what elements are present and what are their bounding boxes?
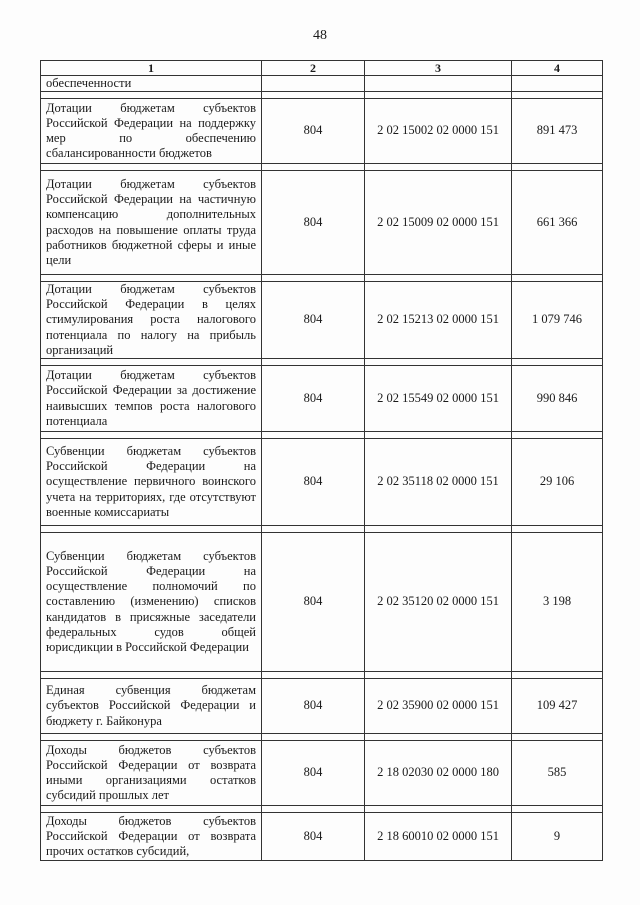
spacer-row	[41, 432, 603, 439]
row-amount: 891 473	[512, 99, 603, 164]
row-admin-code: 804	[262, 439, 365, 526]
row-budget-code: 2 02 35120 02 0000 151	[365, 533, 512, 672]
row-admin-code: 804	[262, 813, 365, 861]
row-amount: 990 846	[512, 366, 603, 432]
table-row	[41, 533, 603, 672]
spacer-row	[41, 734, 603, 741]
row-amount: 109 427	[512, 679, 603, 734]
spacer-row	[41, 806, 603, 813]
row-budget-code: 2 18 60010 02 0000 151	[365, 813, 512, 861]
header-row	[41, 61, 603, 76]
row-admin-code: 804	[262, 282, 365, 359]
row-amount: 3 198	[512, 533, 603, 672]
spacer-row	[41, 92, 603, 99]
continued-description: обеспеченности	[41, 76, 262, 92]
row-description: Дотации бюджетам субъектов Российской Федерации за достижение наивысших темпов роста налогового потенциала	[41, 366, 262, 432]
row-budget-code: 2 02 15213 02 0000 151	[365, 282, 512, 359]
empty-cell	[365, 76, 512, 92]
spacer-row	[41, 526, 603, 533]
spacer-row	[41, 164, 603, 171]
row-budget-code: 2 02 15009 02 0000 151	[365, 171, 512, 275]
spacer-row	[41, 275, 603, 282]
empty-cell	[512, 76, 603, 92]
column-header-4: 4	[512, 61, 603, 76]
row-budget-code: 2 02 15002 02 0000 151	[365, 99, 512, 164]
row-budget-code: 2 18 02030 02 0000 180	[365, 741, 512, 806]
table-row	[41, 366, 603, 432]
row-admin-code: 804	[262, 171, 365, 275]
revenue-table	[40, 60, 603, 861]
table-row	[41, 439, 603, 526]
row-amount: 585	[512, 741, 603, 806]
row-description: Доходы бюджетов субъектов Российской Федерации от возврата прочих остатков субсидий,	[41, 813, 262, 861]
table-row	[41, 679, 603, 734]
row-description: Доходы бюджетов субъектов Российской Федерации от возврата иными организациями остатков субсидий прошлых лет	[41, 741, 262, 806]
row-description: Дотации бюджетам субъектов Российской Федерации на поддержку мер по обеспечению сбалансированности бюджетов	[41, 99, 262, 164]
table-row	[41, 282, 603, 359]
table-row	[41, 741, 603, 806]
row-amount: 9	[512, 813, 603, 861]
spacer-row	[41, 672, 603, 679]
table-row	[41, 171, 603, 275]
row-amount: 1 079 746	[512, 282, 603, 359]
column-header-2: 2	[262, 61, 365, 76]
column-header-1: 1	[41, 61, 262, 76]
row-description: Субвенции бюджетам субъектов Российской Федерации на осуществление первичного воинского учета на территориях, где отсутствуют военные комиссариаты	[41, 439, 262, 526]
row-description: Дотации бюджетам субъектов Российской Федерации на частичную компенсацию дополнительных расходов на повышение оплаты труда работников бюджетной сферы и иные цели	[41, 171, 262, 275]
row-admin-code: 804	[262, 366, 365, 432]
row-admin-code: 804	[262, 533, 365, 672]
row-budget-code: 2 02 35900 02 0000 151	[365, 679, 512, 734]
row-description: Субвенции бюджетам субъектов Российской Федерации на осуществление полномочий по составлению (изменению) списков кандидатов в присяжные заседатели федеральных судов общей юрисдикции в Российской Федерации	[41, 533, 262, 672]
row-admin-code: 804	[262, 99, 365, 164]
row-budget-code: 2 02 35118 02 0000 151	[365, 439, 512, 526]
column-header-3: 3	[365, 61, 512, 76]
row-description: Единая субвенция бюджетам субъектов Российской Федерации и бюджету г. Байконура	[41, 679, 262, 734]
table-row	[41, 813, 603, 861]
row-amount: 661 366	[512, 171, 603, 275]
row-budget-code: 2 02 15549 02 0000 151	[365, 366, 512, 432]
row-description: Дотации бюджетам субъектов Российской Федерации в целях стимулирования роста налогового потенциала по налогу на прибыль организаций	[41, 282, 262, 359]
row-admin-code: 804	[262, 741, 365, 806]
spacer-row	[41, 359, 603, 366]
continuation-row	[41, 76, 603, 92]
page-number: 48	[313, 28, 327, 43]
empty-cell	[262, 76, 365, 92]
table-body	[41, 99, 603, 861]
row-admin-code: 804	[262, 679, 365, 734]
row-amount: 29 106	[512, 439, 603, 526]
table-row	[41, 99, 603, 164]
